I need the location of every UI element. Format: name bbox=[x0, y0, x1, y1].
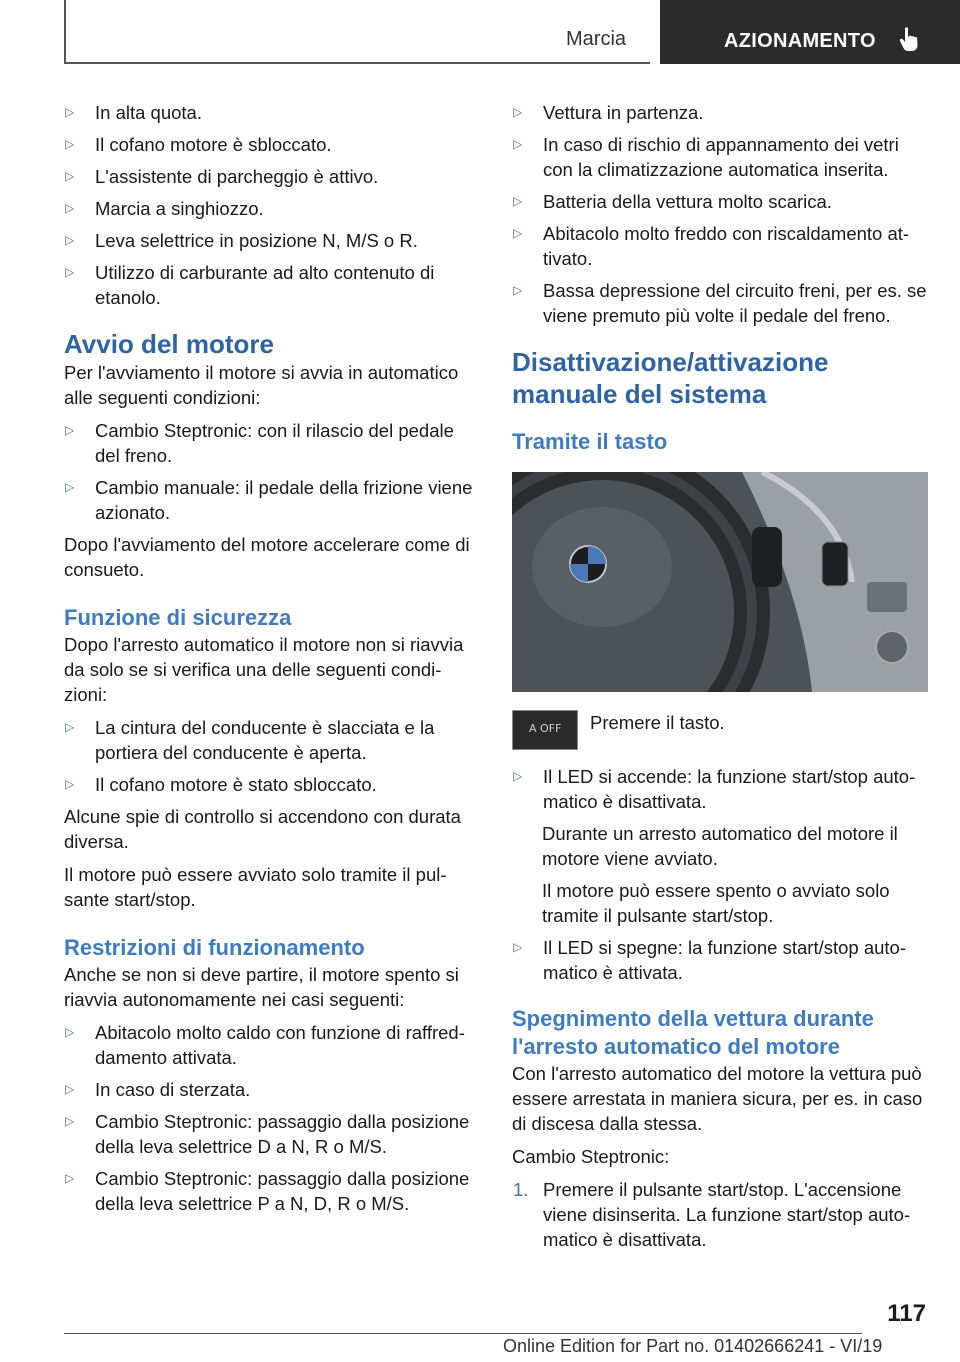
bullet-marker: ▷ bbox=[65, 105, 75, 119]
list-item: ▷ Abitacolo molto freddo con riscaldamento at-tivato. bbox=[513, 223, 910, 269]
sub-paragraph: Il motore può essere spento o avviato solo tramite il pulsante start/stop. bbox=[542, 880, 890, 926]
list-item: ▷ Cambio Steptronic: passaggio dalla posizione della leva selettrice D a N, R o M/S. bbox=[65, 1111, 470, 1157]
list-item: ▷ Cambio manuale: il pedale della frizione viene azionato. bbox=[65, 477, 473, 523]
bullet-marker: ▷ bbox=[513, 137, 523, 151]
list-item: ▷ Il LED si spegne: la funzione start/stop auto-matico è attivata. bbox=[513, 937, 907, 983]
heading-spegnimento: Spegnimento della vettura durante l'arresto automatico del motore bbox=[512, 1006, 874, 1059]
list-item: ▷ Il cofano motore è sbloccato. bbox=[65, 134, 332, 155]
list-item: ▷ Cambio Steptronic: passaggio dalla posizione della leva selettrice P a N, D, R o M/S. bbox=[65, 1168, 470, 1214]
list-item: ▷ Utilizzo di carburante ad alto contenuto di etanolo. bbox=[65, 262, 435, 308]
button-instruction bbox=[512, 710, 928, 750]
auto-start-stop-button-icon bbox=[512, 710, 578, 750]
list-item: ▷ Leva selettrice in posizione N, M/S o R. bbox=[65, 230, 418, 251]
bullet-marker: ▷ bbox=[513, 226, 523, 240]
paragraph: Con l'arresto automatico del motore la vettura può essere arrestata in maniera sicura, per es. in caso di discesa dalla stessa. bbox=[512, 1063, 923, 1134]
bullet-marker: ▷ bbox=[65, 480, 75, 494]
list-item: ▷ In caso di sterzata. bbox=[65, 1079, 251, 1100]
heading-restrizioni: Restrizioni di funzionamento bbox=[64, 935, 365, 960]
right-column bbox=[512, 100, 928, 1259]
list-item: ▷ Il cofano motore è stato sbloccato. bbox=[65, 774, 377, 795]
header-section: Marcia bbox=[566, 28, 627, 50]
paragraph: Dopo l'arresto automatico il motore non si riavvia da solo se si verifica una delle seguenti condi-zioni: bbox=[64, 634, 464, 705]
bullet-marker: ▷ bbox=[65, 1025, 75, 1039]
bullet-marker: ▷ bbox=[65, 201, 75, 215]
paragraph: Alcune spie di controllo si accendono con durata diversa. bbox=[64, 806, 461, 852]
bullet-marker: ▷ bbox=[513, 283, 523, 297]
bullet-marker: ▷ bbox=[65, 720, 75, 734]
list-item: ▷ L'assistente di parcheggio è attivo. bbox=[65, 166, 379, 187]
bullet-marker: ▷ bbox=[65, 777, 75, 791]
left-column bbox=[64, 100, 480, 1223]
bullet-marker: ▷ bbox=[513, 940, 523, 954]
chapter-title: AZIONAMENTO bbox=[724, 30, 876, 52]
header-bottom-rule bbox=[64, 62, 650, 64]
button-icon-label: A OFF bbox=[529, 722, 562, 735]
bullet-marker: ▷ bbox=[65, 137, 75, 151]
bullet-marker: ▷ bbox=[65, 1082, 75, 1096]
bullet-marker: ▷ bbox=[65, 169, 75, 183]
list-item: ▷ Abitacolo molto caldo con funzione di raffred-damento attivata. bbox=[65, 1022, 465, 1068]
bullet-marker: ▷ bbox=[513, 769, 523, 783]
heading-tasto: Tramite il tasto bbox=[512, 429, 668, 454]
list-item: ▷ La cintura del conducente è slacciata e la portiera del conducente è aperta. bbox=[65, 717, 435, 763]
bullet-marker: ▷ bbox=[513, 105, 523, 119]
heading-sicurezza: Funzione di sicurezza bbox=[64, 605, 292, 630]
footer-rule bbox=[64, 1333, 862, 1334]
paragraph: Dopo l'avviamento del motore accelerare come di consueto. bbox=[64, 534, 470, 580]
step-number: 1. bbox=[513, 1179, 529, 1200]
paragraph: Il motore può essere avviato solo tramite il pul-sante start/stop. bbox=[64, 864, 447, 910]
bullet-marker: ▷ bbox=[65, 1114, 75, 1128]
paragraph: Cambio Steptronic: bbox=[512, 1146, 670, 1167]
header-chapter-tab bbox=[660, 0, 960, 64]
header-left-rule bbox=[64, 0, 66, 64]
hand-pointer-icon bbox=[898, 26, 922, 52]
bullet-marker: ▷ bbox=[513, 194, 523, 208]
heading-avvio: Avvio del motore bbox=[64, 329, 274, 359]
bullet-marker: ▷ bbox=[65, 265, 75, 279]
list-item: ▷ Marcia a singhiozzo. bbox=[65, 198, 264, 219]
steering-wheel-photo bbox=[512, 472, 928, 692]
bullet-marker: ▷ bbox=[65, 233, 75, 247]
steering-wheel-illustration bbox=[512, 472, 928, 692]
list-item: ▷ Il LED si accende: la funzione start/stop auto-matico è disattivata. bbox=[513, 766, 916, 812]
footer-edition: Online Edition for Part no. 01402666241 - VI/19 bbox=[503, 1336, 883, 1356]
list-item: ▷ Vettura in partenza. bbox=[513, 102, 704, 123]
bullet-marker: ▷ bbox=[65, 1171, 75, 1185]
numbered-step: 1. Premere il pulsante start/stop. L'accensione viene disinserita. La funzione start/stop auto-matico è disattivata. bbox=[513, 1179, 911, 1250]
bullet-marker: ▷ bbox=[65, 423, 75, 437]
paragraph: Per l'avviamento il motore si avvia in automatico alle seguenti condizioni: bbox=[64, 362, 459, 408]
paragraph: Anche se non si deve partire, il motore spento si riavvia autonomamente nei casi seguenti: bbox=[64, 964, 459, 1010]
list-item: ▷ In caso di rischio di appannamento dei vetri con la climatizzazione automatica inserita. bbox=[513, 134, 899, 180]
heading-disattivazione: Disattivazione/attivazione manuale del sistema bbox=[512, 347, 829, 409]
list-item: ▷ Bassa depressione del circuito freni, per es. se viene premuto più volte il pedale del freno. bbox=[513, 280, 927, 326]
list-item: ▷ Batteria della vettura molto scarica. bbox=[513, 191, 832, 212]
sub-paragraph: Durante un arresto automatico del motore il motore viene avviato. bbox=[542, 823, 898, 869]
page-number: 117 bbox=[887, 1300, 926, 1327]
list-item: ▷ In alta quota. bbox=[65, 102, 202, 123]
list-item: ▷ Cambio Steptronic: con il rilascio del pedale del freno. bbox=[65, 420, 454, 466]
instruction-text: Premere il tasto. bbox=[590, 712, 725, 733]
